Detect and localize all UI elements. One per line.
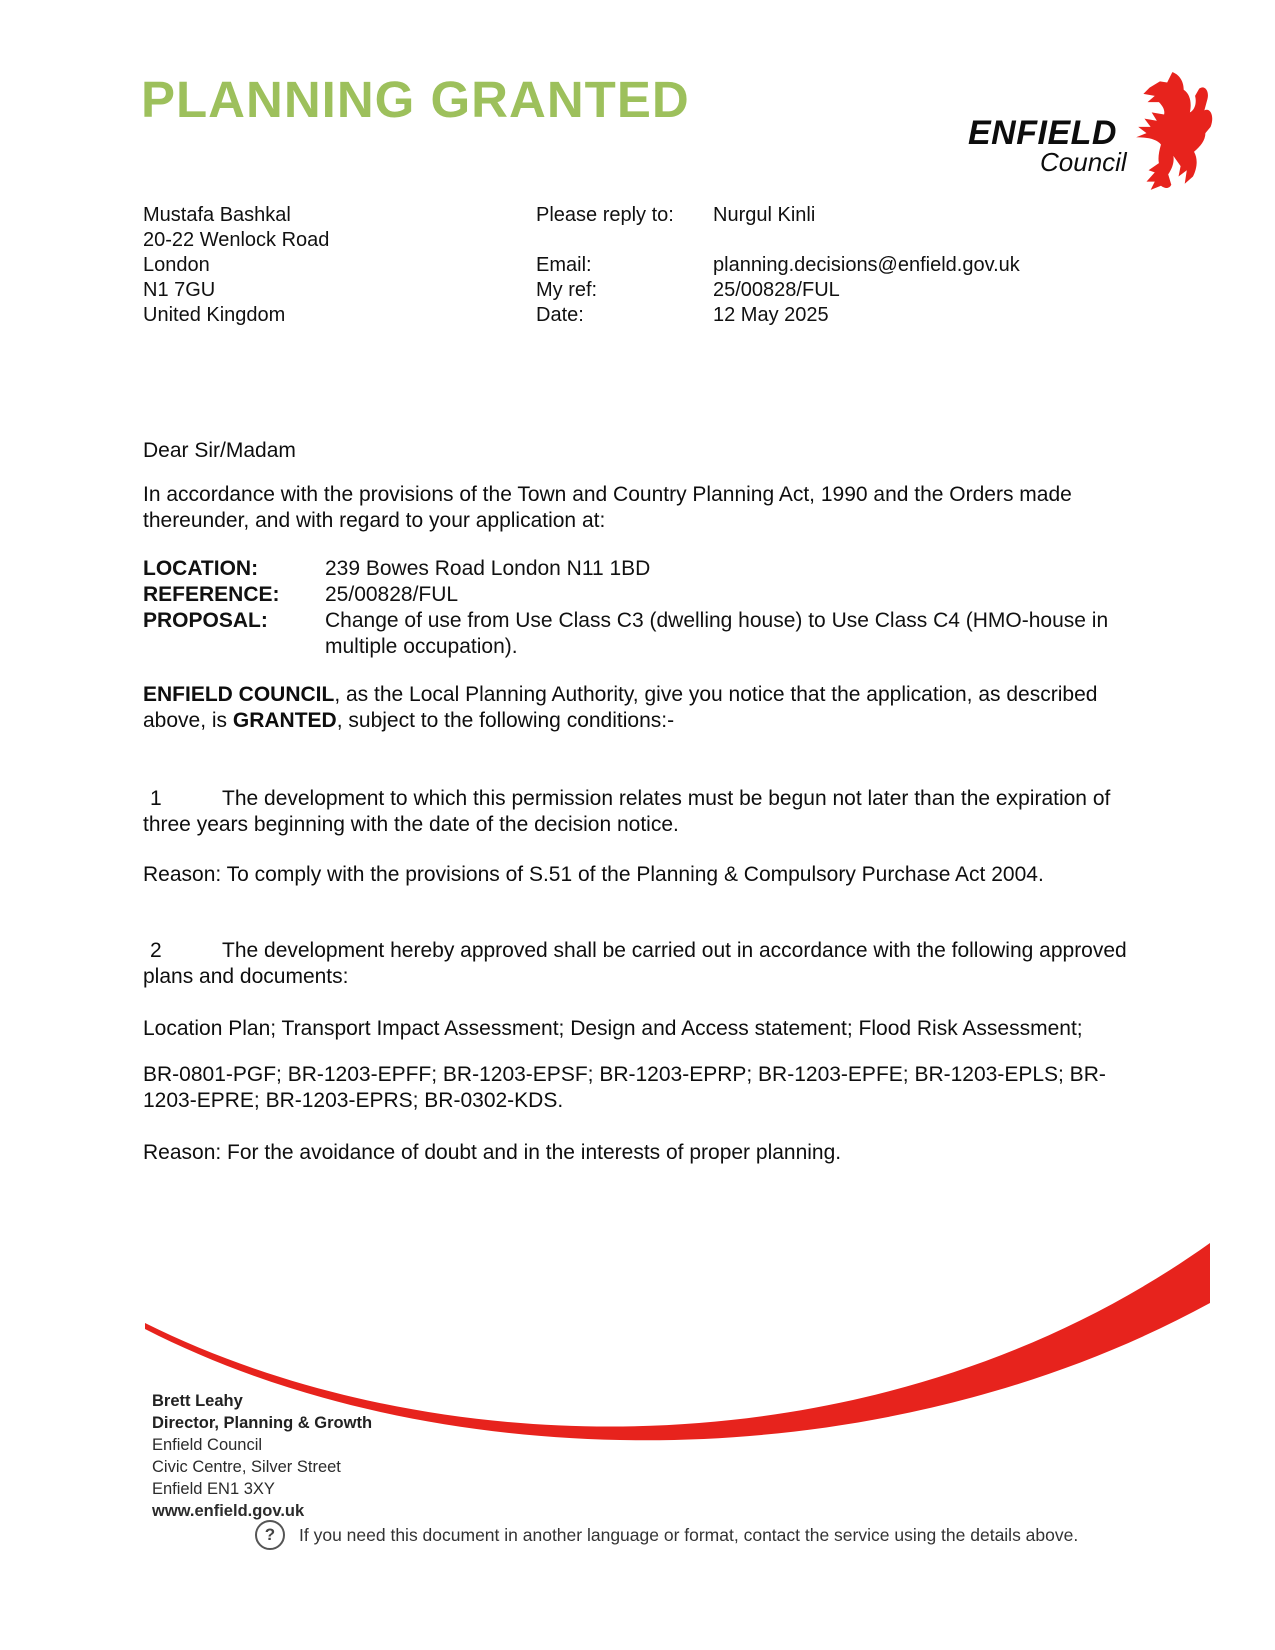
my-ref-label: My ref: [536, 279, 598, 301]
reply-row-spacer [536, 228, 1020, 253]
detail-row-location [143, 556, 1145, 582]
enfield-beast-icon [1110, 68, 1214, 192]
detail-row-proposal [143, 608, 1145, 660]
condition-2-number: 2 [150, 939, 162, 962]
granted-bold: GRANTED [232, 709, 337, 732]
page-title: PLANNING GRANTED [141, 71, 690, 128]
language-help-line [255, 1520, 1078, 1550]
recipient-line: United Kingdom [143, 304, 286, 326]
proposal-label: PROPOSAL: [143, 609, 268, 632]
condition-2-reason: Reason: For the avoidance of doubt and in the interests of proper planning. [143, 1141, 842, 1164]
recipient-line: 20-22 Wenlock Road [143, 229, 330, 251]
signatory-address-1: Civic Centre, Silver Street [152, 1458, 341, 1476]
approved-drawings-line: BR-0801-PGF; BR-1203-EPFF; BR-1203-EPSF; BR-1203-EPRP; BR-1203-EPFE; BR-1203-EPLS; BR-1203-EPRE; BR-1203-EPRS; BR-0302-KDS. [143, 1063, 1106, 1112]
date-value: 12 May 2025 [713, 304, 829, 326]
signatory-name: Brett Leahy [152, 1392, 243, 1410]
recipient-address [143, 203, 329, 328]
condition-1 [143, 786, 1145, 838]
reply-row [536, 203, 1020, 228]
signature-block [152, 1390, 372, 1500]
condition-1-text: The development to which this permission relates must be begun not later than the expiration of three years beginning with the date of the decision notice. [143, 787, 1111, 836]
date-label: Date: [536, 304, 584, 326]
signatory-address-2: Enfield EN1 3XY [152, 1480, 275, 1498]
reference-value: 25/00828/FUL [325, 583, 459, 606]
reply-row [536, 303, 1020, 328]
reply-details [536, 203, 1020, 328]
condition-1-number: 1 [150, 787, 162, 810]
signatory-org: Enfield Council [152, 1436, 263, 1454]
enfield-logo-subtitle: Council [1040, 147, 1127, 177]
proposal-value: Change of use from Use Class C3 (dwelling house) to Use Class C4 (HMO-house in multiple occupation). [325, 609, 1109, 658]
decision-notice-paragraph: ENFIELD COUNCIL, as the Local Planning Authority, give you notice that the application, as described above, is GRANTED, subject to the following conditions:- [143, 683, 1098, 732]
salutation: Dear Sir/Madam [143, 439, 296, 462]
condition-2-text: The development hereby approved shall be carried out in accordance with the following approved plans and documents: [143, 939, 1127, 988]
location-label: LOCATION: [143, 557, 259, 580]
enfield-logo-wordmark: ENFIELD [968, 114, 1117, 152]
language-help-text: If you need this document in another language or format, contact the service using the details above. [299, 1524, 1079, 1545]
recipient-line: Mustafa Bashkal [143, 204, 291, 226]
condition-2 [143, 938, 1145, 990]
detail-row-reference [143, 582, 1145, 608]
email-value: planning.decisions@enfield.gov.uk [713, 254, 1020, 276]
condition-1-reason: Reason: To comply with the provisions of S.51 of the Planning & Compulsory Purchase Act 2004. [143, 863, 1044, 886]
email-label: Email: [536, 254, 592, 276]
reply-row [536, 253, 1020, 278]
intro-paragraph: In accordance with the provisions of the Town and Country Planning Act, 1990 and the Orders made thereunder, and with regard to your application at: [143, 483, 1072, 532]
reply-to-value: Nurgul Kinli [713, 204, 816, 226]
reference-label: REFERENCE: [143, 583, 280, 606]
council-website: www.enfield.gov.uk [152, 1502, 305, 1520]
question-mark-icon: ? [255, 1520, 285, 1550]
recipient-line: N1 7GU [143, 279, 216, 301]
application-details [143, 556, 1145, 660]
reply-row [536, 278, 1020, 303]
approved-documents-line: Location Plan; Transport Impact Assessment; Design and Access statement; Flood Risk Assessment; [143, 1017, 1083, 1040]
reply-to-label: Please reply to: [536, 204, 674, 226]
council-name-bold: ENFIELD COUNCIL [143, 683, 335, 706]
my-ref-value: 25/00828/FUL [713, 279, 840, 301]
signatory-role: Director, Planning & Growth [152, 1414, 373, 1432]
recipient-line: London [143, 254, 210, 276]
location-value: 239 Bowes Road London N11 1BD [325, 557, 651, 580]
